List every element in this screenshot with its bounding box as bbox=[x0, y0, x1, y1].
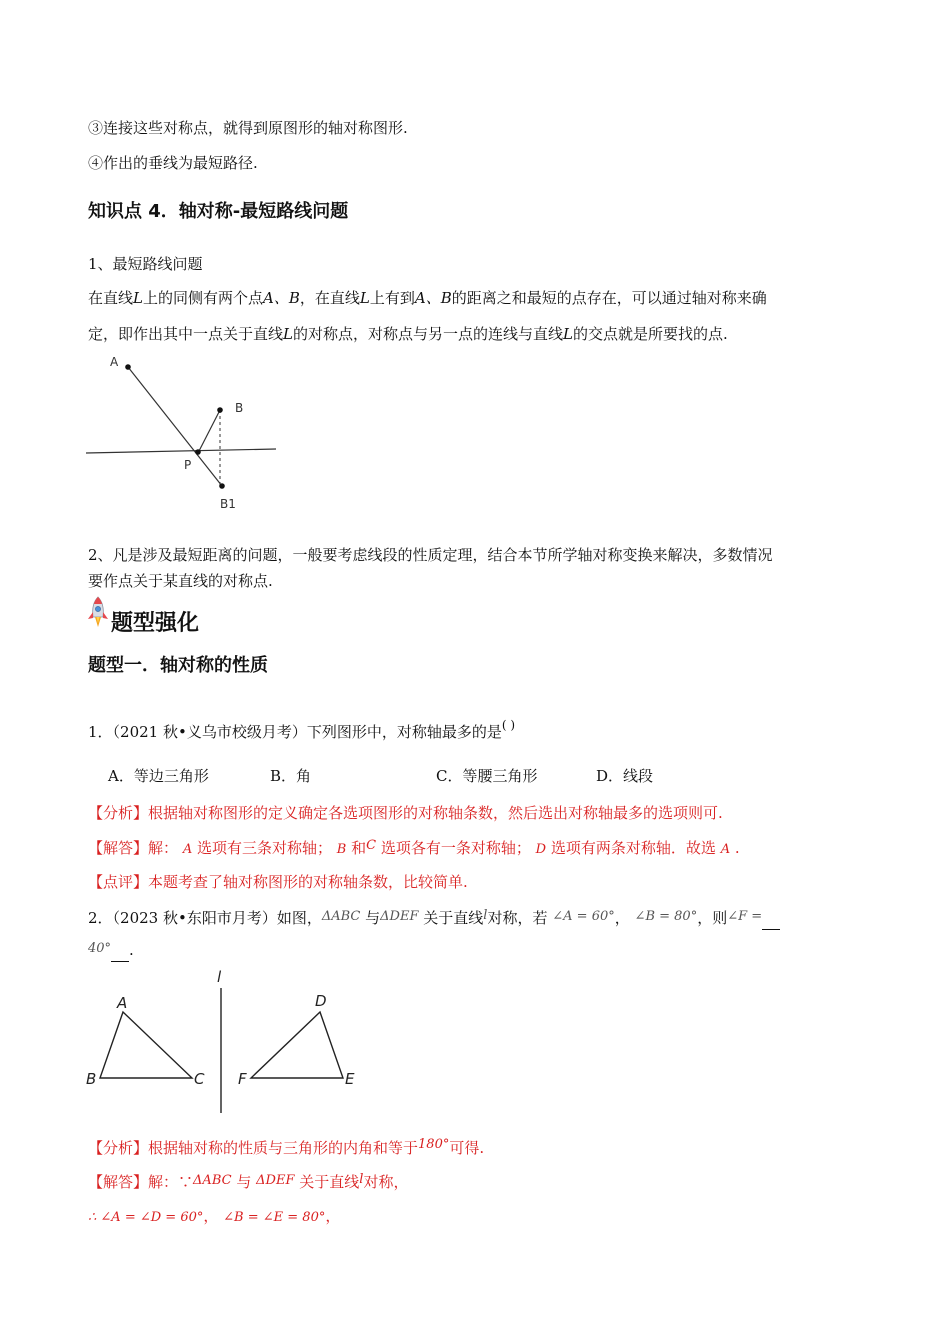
question-1-option-c: C．等腰三角形 bbox=[436, 767, 538, 785]
label-b: B bbox=[235, 401, 244, 415]
shortest-path-figure bbox=[80, 350, 290, 515]
question-1-answer: 【解答】解： A 选项有三条对称轴； B 和C 选项各有一条对称轴； D 选项有两条对称轴．故选 A . bbox=[88, 838, 740, 857]
label-l: l bbox=[217, 968, 222, 986]
segment-p-b bbox=[198, 410, 220, 453]
item-2-line-2: 要作点关于某直线的对称点. bbox=[88, 572, 273, 590]
point-p bbox=[195, 449, 201, 455]
question-1-comment: 【点评】本题考查了轴对称图形的对称轴条数，比较简单. bbox=[88, 873, 468, 891]
question-1-option-a: A．等边三角形 bbox=[108, 767, 209, 785]
question-1-analysis: 【分析】根据轴对称图形的定义确定各选项图形的对称轴条数，然后选出对称轴最多的选项则可. bbox=[88, 804, 723, 822]
triangle-abc bbox=[100, 1012, 192, 1078]
label-p: P bbox=[184, 458, 192, 472]
item-1-line-1: 在直线L上的同侧有两个点A、B，在直线L上有到A、B的距离之和最短的点存在，可以通过轴对称来确 bbox=[88, 289, 767, 307]
rocket-icon bbox=[86, 596, 110, 630]
step-4: ④作出的垂线为最短路径. bbox=[88, 154, 258, 172]
question-2-stem: 2．（2023 秋•东阳市月考）如图，ΔABC 与ΔDEF 关于直线l对称，若 ∠A = 60°， ∠B = 80°，则∠F = bbox=[88, 908, 780, 930]
main-section-title: 题型强化 bbox=[111, 611, 200, 636]
label-e: E bbox=[345, 1070, 355, 1088]
point-b1 bbox=[219, 483, 225, 489]
question-1-option-d: D．线段 bbox=[596, 767, 654, 785]
item-1-line-2: 定，即作出其中一点关于直线L的对称点，对称点与另一点的连线与直线L的交点就是所要找的点. bbox=[88, 325, 728, 343]
section-4-title: 知识点 4．轴对称-最短路线问题 bbox=[88, 201, 349, 222]
triangle-def bbox=[251, 1012, 343, 1078]
label-d: D bbox=[315, 992, 327, 1010]
point-a bbox=[125, 364, 131, 370]
question-2-analysis: 【分析】根据轴对称的性质与三角形的内角和等于180°可得. bbox=[88, 1137, 485, 1157]
segment-a-b1 bbox=[128, 367, 222, 486]
question-1-stem: 1．（2021 秋•义乌市校级月考）下列图形中，对称轴最多的是( ) bbox=[88, 718, 516, 741]
label-a: A bbox=[110, 355, 119, 369]
item-2-line-1: 2、凡是涉及最短距离的问题，一般要考虑线段的性质定理，结合本节所学轴对称变换来解决，多数情况 bbox=[88, 546, 773, 564]
point-b bbox=[217, 407, 223, 413]
question-2-therefore: ∴ ∠A = ∠D = 60°， ∠B = ∠E = 80°， bbox=[88, 1207, 341, 1225]
type-1-title: 题型一．轴对称的性质 bbox=[88, 655, 268, 676]
label-f: F bbox=[238, 1070, 247, 1088]
step-3: ③连接这些对称点，就得到原图形的轴对称图形. bbox=[88, 119, 408, 137]
item-1-title: 1、最短路线问题 bbox=[88, 255, 203, 273]
label-c: C bbox=[194, 1070, 205, 1088]
question-1-option-b: B．角 bbox=[270, 767, 312, 785]
label-b1: B1 bbox=[220, 497, 236, 511]
label-b: B bbox=[86, 1070, 97, 1088]
line-l bbox=[86, 449, 276, 453]
label-a: A bbox=[117, 994, 128, 1012]
question-2-answer-line: 40° . bbox=[88, 940, 134, 962]
question-2-answer: 【解答】解：∵ΔABC 与 ΔDEF 关于直线l对称， bbox=[88, 1172, 409, 1191]
symmetric-triangles-figure bbox=[80, 968, 380, 1118]
